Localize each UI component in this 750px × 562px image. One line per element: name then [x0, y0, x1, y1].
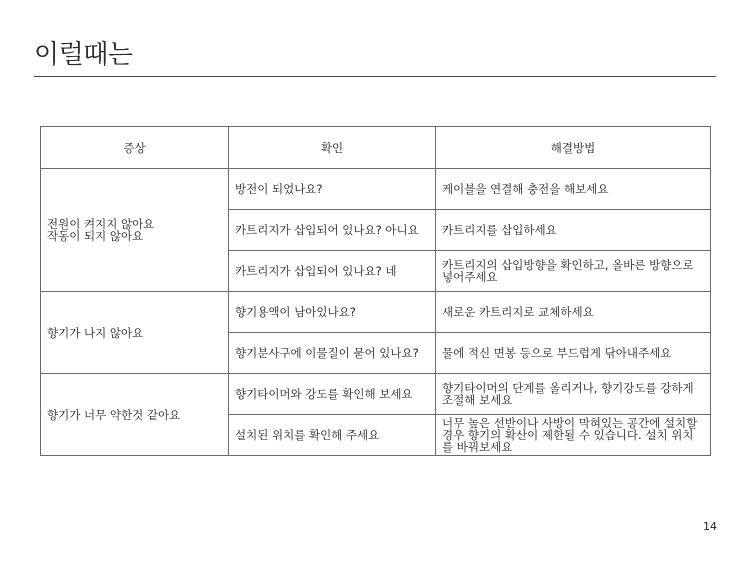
troubleshooting-table [40, 126, 711, 456]
check-cell: 카트리지가 삽입되어 있나요? 네 [229, 251, 436, 292]
header-solution: 해결방법 [436, 127, 711, 169]
check-cell: 방전이 되었나요? [229, 169, 436, 210]
check-cell: 설치된 위치를 확인해 주세요 [229, 415, 436, 456]
table-row [41, 169, 711, 210]
solution-cell: 케이블을 연결해 충전을 해보세요 [436, 169, 711, 210]
header-symptom: 증상 [41, 127, 229, 169]
symptom-text: 작동이 되지 않아요 [47, 229, 144, 243]
symptom-text: 전원이 켜지지 않아요 [47, 217, 155, 231]
header-check: 확인 [229, 127, 436, 169]
symptom-text: 향기가 너무 약한것 같아요 [47, 407, 181, 422]
symptom-cell [41, 292, 229, 374]
solution-cell: 카트리지를 삽입하세요 [436, 210, 711, 251]
table-row [41, 292, 711, 333]
solution-cell: 카트리지의 삽입방향을 확인하고, 올바른 방향으로 넣어주세요 [436, 251, 711, 292]
check-cell: 향기타이머와 강도를 확인해 보세요 [229, 374, 436, 415]
check-cell: 카트리지가 삽입되어 있나요? 아니요 [229, 210, 436, 251]
symptom-cell [41, 169, 229, 292]
title-divider [34, 76, 716, 77]
solution-cell: 너무 높은 선반이나 사방이 막혀있는 공간에 설치할 경우 향기의 확산이 제한될 수 있습니다. 설치 위치를 바꿔보세요 [436, 415, 711, 456]
solution-cell: 향기타이머의 단계를 올리거나, 향기강도를 강하게 조절해 보세요 [436, 374, 711, 415]
symptom-text: 향기가 나지 않아요 [47, 325, 144, 340]
page-number: 14 [703, 520, 717, 533]
table-header-row [41, 127, 711, 169]
symptom-cell [41, 374, 229, 456]
solution-cell: 물에 적신 면봉 등으로 부드럽게 닦아내주세요 [436, 333, 711, 374]
check-cell: 향기용액이 남아있나요? [229, 292, 436, 333]
table-row [41, 374, 711, 415]
page-title: 이럴때는 [34, 40, 133, 70]
solution-cell: 새로운 카트리지로 교체하세요 [436, 292, 711, 333]
check-cell: 향기분사구에 이물질이 묻어 있나요? [229, 333, 436, 374]
